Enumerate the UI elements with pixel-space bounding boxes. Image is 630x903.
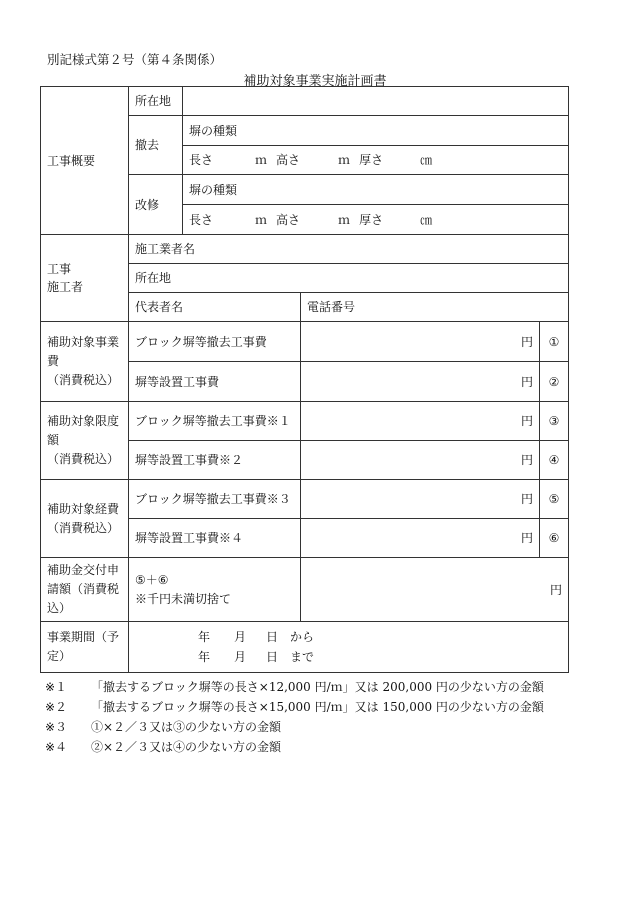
circled-number: ①: [540, 322, 569, 362]
location-field[interactable]: [183, 87, 569, 116]
footnote: ※２ 「撤去するブロック塀等の長さ×15,000 円/ｍ」又は 150,000 円の少ない方の金額: [45, 700, 544, 714]
contractor-location-field[interactable]: 所在地: [129, 264, 569, 293]
cost-item: 塀等設置工事費※４: [129, 519, 301, 558]
amount-field[interactable]: 円: [301, 441, 540, 480]
project-period-label: 事業期間（予定）: [41, 622, 129, 673]
wall-type-label: 塀の種類: [189, 123, 238, 138]
removal-dimensions-field[interactable]: 長さ ｍ 高さ ｍ 厚さ ㎝: [183, 146, 569, 175]
footnote: ※４ ②×２／３又は④の少ない方の金額: [45, 740, 282, 754]
document-title: 補助対象事業実施計画書: [243, 74, 387, 89]
circled-number: ⑤: [540, 480, 569, 519]
location-label: 所在地: [129, 87, 183, 116]
period-end: 年 月 日 まで: [198, 650, 315, 664]
circled-number: ④: [540, 441, 569, 480]
amount-field[interactable]: 円: [301, 519, 540, 558]
phone-field[interactable]: 電話番号: [301, 293, 569, 322]
cost-item: 塀等設置工事費※２: [129, 441, 301, 480]
footnotes: [45, 677, 544, 757]
circled-number: ③: [540, 402, 569, 441]
removal-wall-type-field[interactable]: [183, 116, 569, 146]
circled-number: ②: [540, 362, 569, 402]
circled-number: ⑥: [540, 519, 569, 558]
amount-field[interactable]: 円: [301, 480, 540, 519]
eligible-expense-label: 補助対象経費 （消費税込）: [41, 480, 129, 558]
removal-label: 撤去: [129, 116, 183, 175]
footnote: ※１ 「撤去するブロック塀等の長さ×12,000 円/ｍ」又は 200,000 円の少ない方の金額: [45, 680, 544, 694]
amount-field[interactable]: 円: [301, 402, 540, 441]
cost-item: ブロック塀等撤去工事費※１: [129, 402, 301, 441]
grant-amount-field[interactable]: 円: [301, 558, 569, 622]
project-period-field[interactable]: [129, 622, 569, 673]
renovation-wall-type-field[interactable]: [183, 175, 569, 205]
contractor-name-field[interactable]: 施工業者名: [129, 235, 569, 264]
cost-item: ブロック塀等撤去工事費※３: [129, 480, 301, 519]
renovation-label: 改修: [129, 175, 183, 235]
period-start: 年 月 日 から: [198, 630, 315, 644]
renovation-dimensions-field[interactable]: 長さ ｍ 高さ ｍ 厚さ ㎝: [183, 205, 569, 235]
cost-item: ブロック塀等撤去工事費: [129, 322, 301, 362]
limit-amount-label: 補助対象限度額 （消費税込）: [41, 402, 129, 480]
plan-table: [40, 86, 569, 673]
project-cost-label: 補助対象事業費 （消費税込）: [41, 322, 129, 402]
contractor-label: 工事 施工者: [41, 235, 129, 322]
grant-amount-label: 補助金交付申請額（消費税込）: [41, 558, 129, 622]
wall-type-label: 塀の種類: [189, 182, 238, 197]
overview-label: 工事概要: [41, 87, 129, 235]
grant-formula: ⑤＋⑥ ※千円未満切捨て: [129, 558, 301, 622]
amount-field[interactable]: 円: [301, 362, 540, 402]
form-number-label: 別記様式第２号（第４条関係）: [47, 52, 223, 67]
footnote: ※３ ①×２／３又は③の少ない方の金額: [45, 720, 282, 734]
amount-field[interactable]: 円: [301, 322, 540, 362]
cost-item: 塀等設置工事費: [129, 362, 301, 402]
representative-field[interactable]: 代表者名: [129, 293, 301, 322]
